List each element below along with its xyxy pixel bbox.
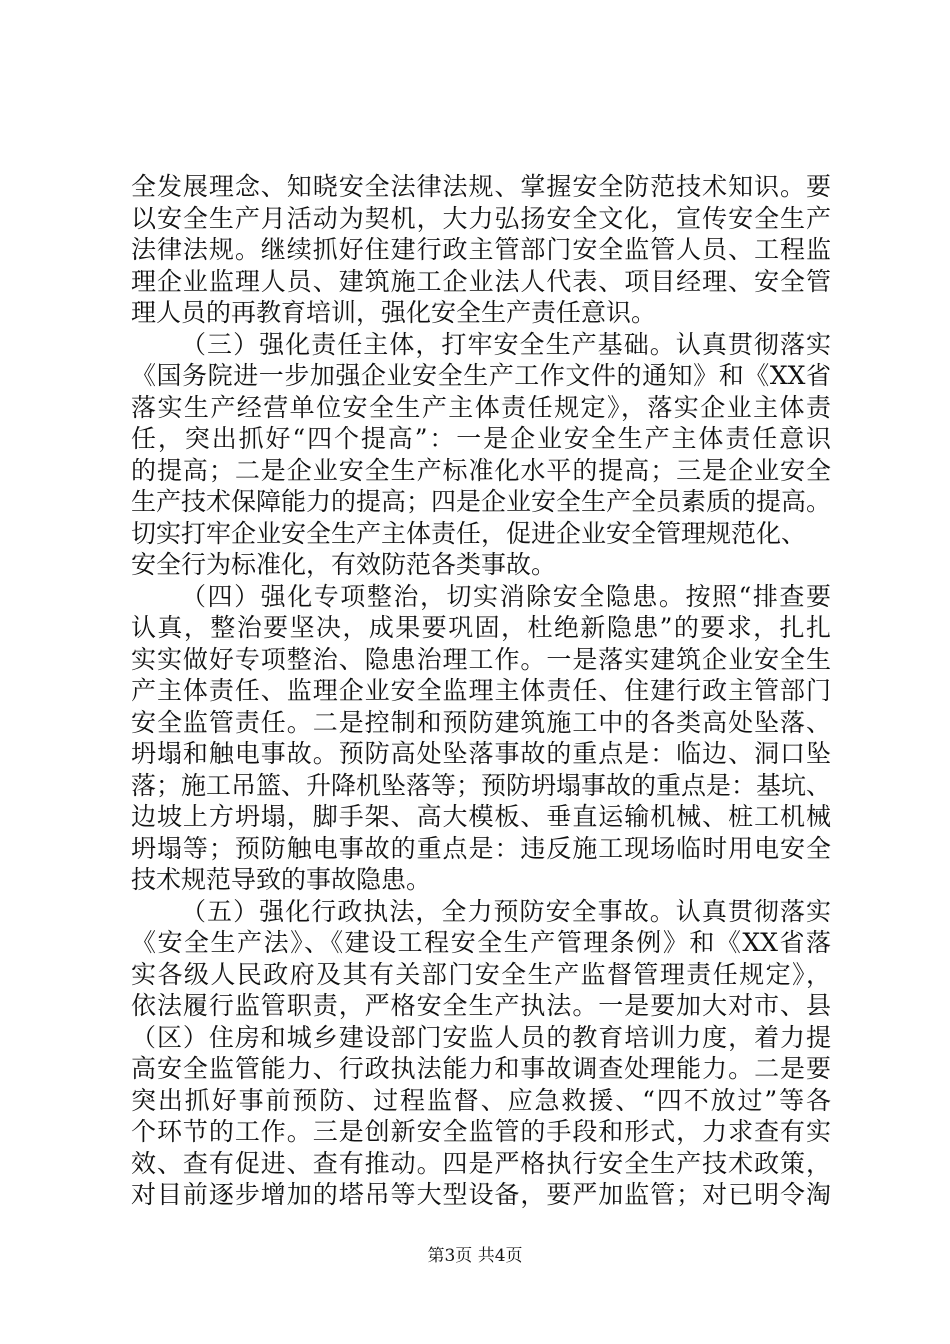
paragraph-first-line: （五）强化行政执法，全力预防安全事故。认真贯彻落实 <box>181 896 831 926</box>
text-line: 实实做好专项整治、隐患治理工作。一是落实建筑企业安全生 <box>131 644 831 674</box>
text-line: 任，突出抓好“四个提高”：一是企业安全生产主体责任意识 <box>131 424 831 453</box>
text-line: 个环节的工作。三是创新安全监管的手段和形式，力求查有实 <box>131 1117 831 1146</box>
text-line: 切实打牢企业安全生产主体责任，促进企业安全管理规范化、 <box>131 518 807 548</box>
document-body <box>131 171 831 1211</box>
text-line: 坍塌和触电事故。预防高处坠落事故的重点是：临边、洞口坠 <box>131 739 831 768</box>
text-line: 以安全生产月活动为契机，大力弘扬安全文化，宣传安全生产 <box>131 203 831 233</box>
text-line: 安全行为标准化，有效防范各类事故。 <box>131 550 557 579</box>
text-line: 效、查有促进、查有推动。四是严格执行安全生产技术政策， <box>131 1148 831 1178</box>
text-line: 技术规范导致的事故隐患。 <box>131 865 432 894</box>
text-line: 高安全监管能力、行政执法能力和事故调查处理能力。二是要 <box>131 1054 831 1083</box>
text-line: 理人员的再教育培训，强化安全生产责任意识。 <box>131 298 657 327</box>
text-line: 产主体责任、监理企业安全监理主体责任、住建行政主管部门 <box>131 676 831 705</box>
text-line: 依法履行监管职责，严格安全生产执法。一是要加大对市、县 <box>131 991 831 1020</box>
text-line: 落；施工吊篮、升降机坠落等；预防坍塌事故的重点是：基坑、 <box>131 770 832 800</box>
text-line: 《安全生产法》、《建设工程安全生产管理条例》和《XX省落 <box>131 928 831 957</box>
text-line: （区）住房和城乡建设部门安监人员的教育培训力度，着力提 <box>131 1022 831 1052</box>
text-line: 实各级人民政府及其有关部门安全生产监督管理责任规定》， <box>131 959 831 989</box>
text-line: 生产技术保障能力的提高；四是企业安全生产全员素质的提高。 <box>131 487 832 516</box>
text-line: 《国务院进一步加强企业安全生产工作文件的通知》和《XX省 <box>131 361 831 390</box>
paragraph-first-line: （四）强化专项整治，切实消除安全隐患。按照“排查要 <box>181 581 831 611</box>
text-line: 安全监管责任。二是控制和预防建筑施工中的各类高处坠落、 <box>131 707 831 737</box>
page-footer: 第3页 共4页 <box>427 1246 523 1266</box>
paragraph-first-line: （三）强化责任主体，打牢安全生产基础。认真贯彻落实 <box>181 329 831 359</box>
text-line: 坍塌等；预防触电事故的重点是：违反施工现场临时用电安全 <box>131 833 831 863</box>
text-line: 边坡上方坍塌，脚手架、高大模板、垂直运输机械、桩工机械 <box>131 802 831 831</box>
text-line: 认真，整治要坚决，成果要巩固，杜绝新隐患”的要求，扎扎 <box>131 613 831 642</box>
text-line: 对目前逐步增加的塔吊等大型设备，要严加监管；对已明令淘 <box>131 1180 831 1209</box>
text-line: 法律法规。继续抓好住建行政主管部门安全监管人员、工程监 <box>131 235 831 264</box>
text-line: 全发展理念、知晓安全法律法规、掌握安全防范技术知识。要 <box>131 172 831 201</box>
text-line: 的提高；二是企业安全生产标准化水平的提高；三是企业安全 <box>131 455 831 485</box>
text-line: 落实生产经营单位安全生产主体责任规定》，落实企业主体责 <box>131 392 831 422</box>
text-line: 理企业监理人员、建筑施工企业法人代表、项目经理、安全管 <box>131 266 831 296</box>
text-line: 突出抓好事前预防、过程监督、应急救援、“四不放过”等各 <box>131 1085 831 1115</box>
